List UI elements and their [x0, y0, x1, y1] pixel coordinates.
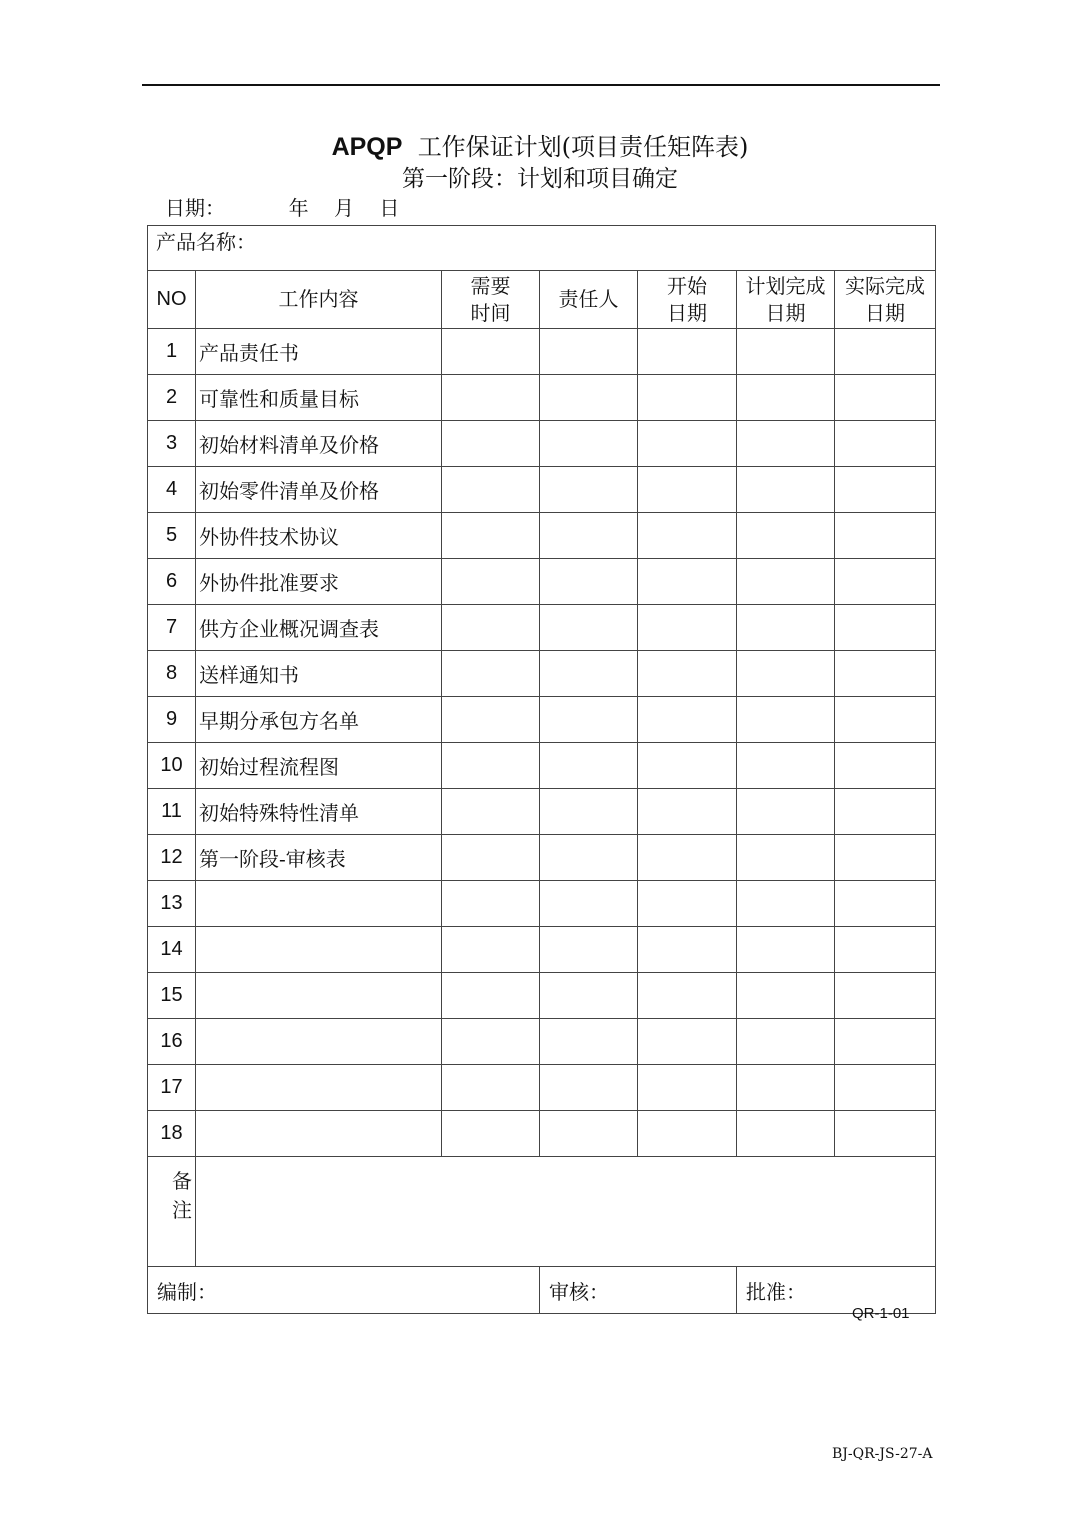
table-row — [148, 697, 936, 743]
table-row — [148, 513, 936, 559]
reviewed-by-label: 审核： — [549, 1279, 609, 1304]
row-number: 1 — [148, 329, 196, 375]
row-actual-cell[interactable] — [835, 605, 936, 651]
row-start-cell[interactable] — [638, 881, 737, 927]
row-owner-cell[interactable] — [540, 973, 638, 1019]
row-time-cell[interactable] — [442, 1065, 540, 1111]
header-planned-line1: 计划完成 — [745, 273, 826, 298]
row-time-cell[interactable] — [442, 973, 540, 1019]
header-time-line2: 时间 — [470, 300, 511, 325]
responsibility-matrix-table — [147, 225, 936, 1314]
header-actual-line2: 日期 — [865, 300, 906, 325]
row-owner-cell[interactable] — [540, 467, 638, 513]
table-row — [148, 789, 936, 835]
row-time-cell[interactable] — [442, 927, 540, 973]
row-number: 2 — [148, 375, 196, 421]
row-planned-cell[interactable] — [737, 835, 835, 881]
row-planned-cell[interactable] — [737, 375, 835, 421]
row-planned-cell[interactable] — [737, 329, 835, 375]
row-planned-cell[interactable] — [737, 743, 835, 789]
row-number: 6 — [148, 559, 196, 605]
table-row — [148, 421, 936, 467]
date-line: 日期： 年 月 日 — [165, 196, 400, 220]
row-task: 初始过程流程图 — [196, 743, 442, 789]
page-title — [0, 130, 1080, 164]
row-time-cell[interactable] — [442, 375, 540, 421]
row-start-cell[interactable] — [638, 513, 737, 559]
row-task — [196, 973, 442, 1019]
row-task: 供方企业概况调查表 — [196, 605, 442, 651]
row-number: 9 — [148, 697, 196, 743]
row-time-cell[interactable] — [442, 697, 540, 743]
row-task: 外协件技术协议 — [196, 513, 442, 559]
row-task — [196, 1065, 442, 1111]
top-rule — [142, 84, 940, 86]
row-owner-cell[interactable] — [540, 1065, 638, 1111]
header-row — [148, 271, 936, 329]
row-start-cell[interactable] — [638, 697, 737, 743]
row-time-cell[interactable] — [442, 329, 540, 375]
row-planned-cell[interactable] — [737, 927, 835, 973]
remark-label: 备注 — [172, 1169, 192, 1222]
row-planned-cell[interactable] — [737, 1111, 835, 1157]
row-owner-cell[interactable] — [540, 1111, 638, 1157]
row-number: 10 — [148, 743, 196, 789]
row-start-cell[interactable] — [638, 329, 737, 375]
row-owner-cell[interactable] — [540, 697, 638, 743]
table-body — [148, 329, 936, 1157]
row-planned-cell[interactable] — [737, 697, 835, 743]
title-code: APQP — [331, 133, 403, 161]
row-task: 送样通知书 — [196, 651, 442, 697]
row-start-cell[interactable] — [638, 375, 737, 421]
header-start-line2: 日期 — [667, 300, 707, 325]
row-task: 初始特殊特性清单 — [196, 789, 442, 835]
row-number: 13 — [148, 881, 196, 927]
row-number: 3 — [148, 421, 196, 467]
header-start — [638, 271, 737, 329]
table-row — [148, 973, 936, 1019]
row-start-cell[interactable] — [638, 835, 737, 881]
header-time-line1: 需要 — [470, 273, 511, 298]
table-row — [148, 559, 936, 605]
row-actual-cell[interactable] — [835, 1111, 936, 1157]
row-actual-cell[interactable] — [835, 559, 936, 605]
row-number: 5 — [148, 513, 196, 559]
row-number: 15 — [148, 973, 196, 1019]
row-owner-cell[interactable] — [540, 605, 638, 651]
document-code: BJ-QR-JS-27-A — [832, 1446, 933, 1462]
row-owner-cell[interactable] — [540, 743, 638, 789]
row-time-cell[interactable] — [442, 789, 540, 835]
product-name-label: 产品名称： — [156, 230, 256, 254]
row-start-cell[interactable] — [638, 1065, 737, 1111]
row-actual-cell[interactable] — [835, 421, 936, 467]
table-row — [148, 743, 936, 789]
row-start-cell[interactable] — [638, 467, 737, 513]
row-planned-cell[interactable] — [737, 881, 835, 927]
row-start-cell[interactable] — [638, 559, 737, 605]
table-row — [148, 1065, 936, 1111]
row-number: 12 — [148, 835, 196, 881]
reviewed-by-field[interactable] — [540, 1267, 737, 1314]
table-row — [148, 329, 936, 375]
row-planned-cell[interactable] — [737, 467, 835, 513]
row-number: 8 — [148, 651, 196, 697]
row-owner-cell[interactable] — [540, 1019, 638, 1065]
header-actual-line1: 实际完成 — [845, 273, 926, 298]
row-owner-cell[interactable] — [540, 375, 638, 421]
row-number: 18 — [148, 1111, 196, 1157]
row-task: 可靠性和质量目标 — [196, 375, 442, 421]
row-number: 7 — [148, 605, 196, 651]
row-task: 初始材料清单及价格 — [196, 421, 442, 467]
row-start-cell[interactable] — [638, 789, 737, 835]
table-row — [148, 1111, 936, 1157]
header-content: 工作内容 — [196, 271, 442, 329]
row-time-cell[interactable] — [442, 1019, 540, 1065]
row-planned-cell[interactable] — [737, 559, 835, 605]
row-owner-cell[interactable] — [540, 927, 638, 973]
form-code: QR-1-01 — [852, 1305, 910, 1322]
row-actual-cell[interactable] — [835, 375, 936, 421]
row-time-cell[interactable] — [442, 559, 540, 605]
row-number: 17 — [148, 1065, 196, 1111]
prepared-by-field[interactable] — [148, 1267, 540, 1314]
row-time-cell[interactable] — [442, 421, 540, 467]
table-row — [148, 651, 936, 697]
row-owner-cell[interactable] — [540, 651, 638, 697]
header-planned-line2: 日期 — [765, 300, 806, 325]
row-time-cell[interactable] — [442, 743, 540, 789]
row-task: 外协件批准要求 — [196, 559, 442, 605]
row-start-cell[interactable] — [638, 1111, 737, 1157]
table-row — [148, 835, 936, 881]
row-task — [196, 881, 442, 927]
row-owner-cell[interactable] — [540, 421, 638, 467]
row-planned-cell[interactable] — [737, 605, 835, 651]
row-task: 产品责任书 — [196, 329, 442, 375]
row-planned-cell[interactable] — [737, 973, 835, 1019]
table-row — [148, 927, 936, 973]
row-number: 4 — [148, 467, 196, 513]
row-time-cell[interactable] — [442, 467, 540, 513]
row-number: 16 — [148, 1019, 196, 1065]
row-actual-cell[interactable] — [835, 927, 936, 973]
row-time-cell[interactable] — [442, 651, 540, 697]
row-task — [196, 1111, 442, 1157]
row-owner-cell[interactable] — [540, 559, 638, 605]
page-subtitle: 第一阶段：计划和项目确定 — [402, 166, 678, 192]
row-start-cell[interactable] — [638, 973, 737, 1019]
row-time-cell[interactable] — [442, 835, 540, 881]
row-task — [196, 927, 442, 973]
row-planned-cell[interactable] — [737, 651, 835, 697]
header-planned — [737, 271, 835, 329]
table-row — [148, 1019, 936, 1065]
prepared-by-label: 编制： — [157, 1279, 217, 1304]
row-start-cell[interactable] — [638, 1019, 737, 1065]
header-owner: 责任人 — [540, 271, 638, 329]
row-actual-cell[interactable] — [835, 467, 936, 513]
row-time-cell[interactable] — [442, 1111, 540, 1157]
row-planned-cell[interactable] — [737, 789, 835, 835]
row-task: 第一阶段-审核表 — [196, 835, 442, 881]
row-planned-cell[interactable] — [737, 513, 835, 559]
header-actual — [835, 271, 936, 329]
row-actual-cell[interactable] — [835, 1019, 936, 1065]
row-task: 早期分承包方名单 — [196, 697, 442, 743]
remark-row — [148, 1157, 936, 1267]
table-row — [148, 467, 936, 513]
row-time-cell[interactable] — [442, 605, 540, 651]
row-planned-cell[interactable] — [737, 1065, 835, 1111]
header-start-line1: 开始 — [667, 273, 707, 298]
row-number: 14 — [148, 927, 196, 973]
table-row — [148, 375, 936, 421]
row-actual-cell[interactable] — [835, 789, 936, 835]
row-owner-cell[interactable] — [540, 329, 638, 375]
row-start-cell[interactable] — [638, 421, 737, 467]
table-row — [148, 605, 936, 651]
signature-row — [148, 1267, 936, 1314]
row-start-cell[interactable] — [638, 651, 737, 697]
row-actual-cell[interactable] — [835, 697, 936, 743]
title-main: 工作保证计划(项目责任矩阵表) — [417, 133, 749, 161]
row-actual-cell[interactable] — [835, 973, 936, 1019]
row-owner-cell[interactable] — [540, 789, 638, 835]
row-actual-cell[interactable] — [835, 881, 936, 927]
header-no: NO — [148, 271, 196, 329]
row-task — [196, 1019, 442, 1065]
table-row — [148, 881, 936, 927]
row-task: 初始零件清单及价格 — [196, 467, 442, 513]
product-name-cell[interactable] — [148, 226, 936, 271]
row-owner-cell[interactable] — [540, 513, 638, 559]
row-actual-cell[interactable] — [835, 835, 936, 881]
header-time — [442, 271, 540, 329]
product-name-row — [148, 226, 936, 271]
row-number: 11 — [148, 789, 196, 835]
remark-field[interactable] — [196, 1157, 936, 1267]
row-planned-cell[interactable] — [737, 1019, 835, 1065]
row-owner-cell[interactable] — [540, 881, 638, 927]
row-time-cell[interactable] — [442, 881, 540, 927]
row-planned-cell[interactable] — [737, 421, 835, 467]
row-start-cell[interactable] — [638, 743, 737, 789]
row-actual-cell[interactable] — [835, 651, 936, 697]
row-actual-cell[interactable] — [835, 513, 936, 559]
approved-by-label: 批准： — [746, 1279, 806, 1304]
row-actual-cell[interactable] — [835, 743, 936, 789]
row-start-cell[interactable] — [638, 605, 737, 651]
row-actual-cell[interactable] — [835, 1065, 936, 1111]
row-time-cell[interactable] — [442, 513, 540, 559]
row-owner-cell[interactable] — [540, 835, 638, 881]
row-start-cell[interactable] — [638, 927, 737, 973]
row-actual-cell[interactable] — [835, 329, 936, 375]
remark-label-cell — [148, 1157, 196, 1267]
